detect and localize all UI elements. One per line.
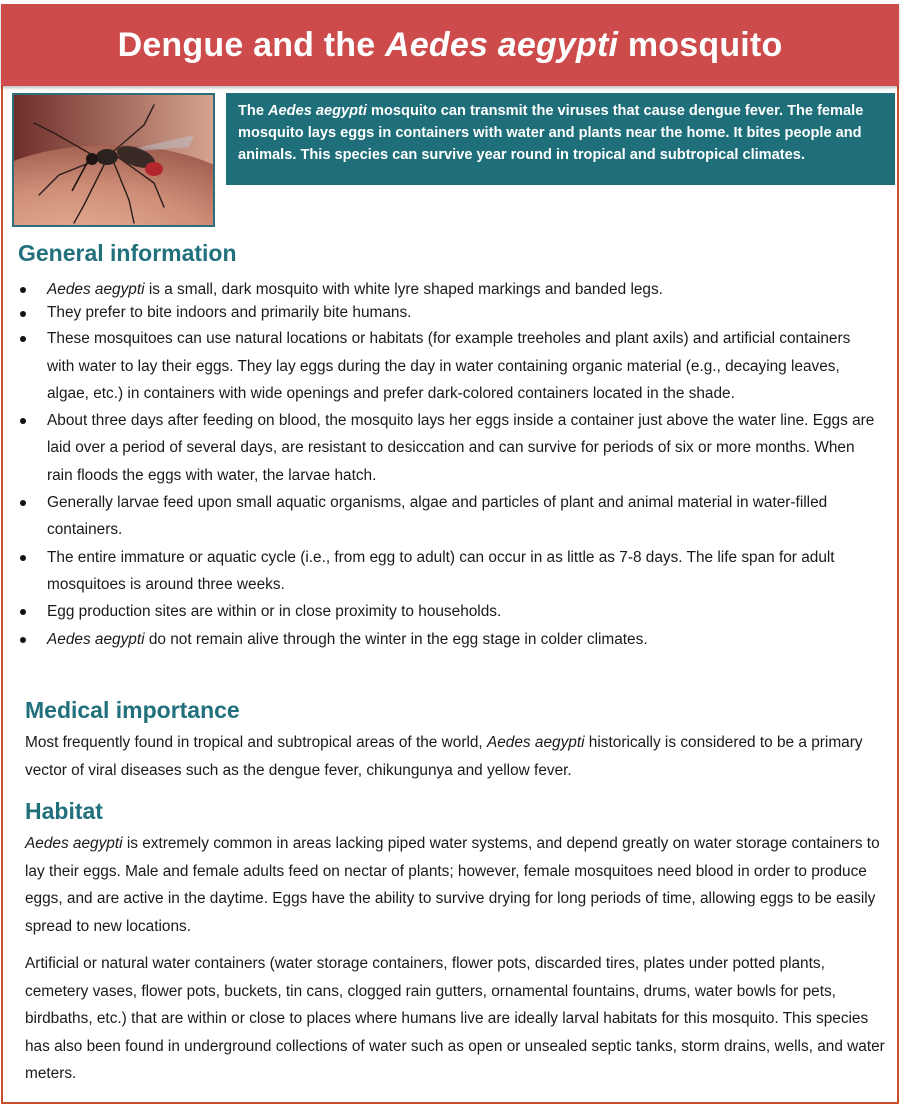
intro-species: Aedes aegypti [268, 103, 367, 119]
page-title [1, 4, 899, 86]
list-item [18, 407, 878, 489]
item-text: The entire immature or aquatic cycle (i.e., from egg to adult) can occur in as little as 7-8 days. The life span for adult mosquitoes is around three weeks. [47, 548, 835, 593]
habitat-heading: Habitat [25, 798, 103, 824]
list-item [18, 276, 878, 303]
list-item [18, 626, 878, 653]
item-text: They prefer to bite indoors and primarily bite humans. [47, 304, 412, 322]
item-text: These mosquitoes can use natural locations or habitats (for example treeholes and plant axils) and artificial containers with water to lay their eggs. They lay eggs during the day in water containing organic material (e.g., decaying leaves, algae, etc.) in containers with wide openings and prefer dark-colored containers located in the shade. [47, 330, 851, 402]
intro-box [226, 93, 895, 185]
title-after: mosquito [627, 25, 783, 64]
medical-heading: Medical importance [25, 697, 240, 723]
medical-text-before: Most frequently found in tropical and subtropical areas of the world, [25, 734, 487, 751]
general-heading: General information [18, 240, 237, 266]
item-text: About three days after feeding on blood, the mosquito lays her eggs inside a container just above the water line. Eggs are laid over a period of several days, are resistant to desiccation and can survive for periods of six or more months. When rain floods the eggs with water, the larvae hatch. [47, 412, 875, 484]
habitat-paragraph-2: Artificial or natural water containers (water storage containers, flower pots, discarded tires, plates under potted plants, cemetery vases, flower pots, buckets, tin cans, clogged rain gutters, ornamental fountains, drums, water bowls for pets, birdbaths, etc.) that are within or close to places where humans live are ideally larval habitats for this mosquito. This species has also been found in underground collections of water such as open or unsealed septic tanks, storm drains, wells, and water meters. [25, 955, 885, 1082]
general-list [18, 276, 878, 653]
species-name: Aedes aegypti [25, 835, 123, 852]
mosquito-photo [12, 93, 215, 227]
intro-text: mosquito can transmit the viruses that cause dengue fever. The female mosquito lays eggs in containers with water and plants near the home. It bites people and animals. This species can survive year round in tropical and subtropical climates. [238, 103, 864, 163]
list-item [18, 303, 878, 325]
species-name: Aedes aegypti [486, 734, 585, 751]
list-item [18, 325, 878, 407]
species-name: Aedes aegypti [47, 281, 145, 298]
medical-text-after: historically is considered to be a primary vector of viral diseases such as the dengue fever, chikungunya and yellow fever. [25, 734, 863, 779]
item-text: Egg production sites are within or in close proximity to households. [47, 603, 502, 621]
list-item [18, 544, 878, 599]
item-text: do not remain alive through the winter in the egg stage in colder climates. [144, 630, 648, 648]
title-before: Dengue and the [117, 25, 376, 64]
species-name: Aedes aegypti [47, 630, 145, 648]
habitat-paragraph-1 [25, 830, 885, 940]
habitat-text-1: is extremely common in areas lacking piped water systems, and depend greatly on water storage containers to lay their eggs. Male and female adults feed on nectar of plants; however, female mosquitoes need blood in order to produce eggs, and are active in the daytime. Eggs have the ability to survive drying for long periods of time, allowing eggs to be easily spread to new locations. [25, 835, 880, 935]
title-species: Aedes aegypti [385, 25, 619, 64]
list-item [18, 489, 878, 544]
list-item [18, 598, 878, 625]
medical-paragraph [25, 729, 885, 784]
item-text: is a small, dark mosquito with white lyre shaped markings and banded legs. [144, 281, 663, 298]
intro-lead: The [238, 103, 264, 119]
item-text: Generally larvae feed upon small aquatic organisms, algae and particles of plant and animal material in water-filled containers. [47, 494, 828, 539]
